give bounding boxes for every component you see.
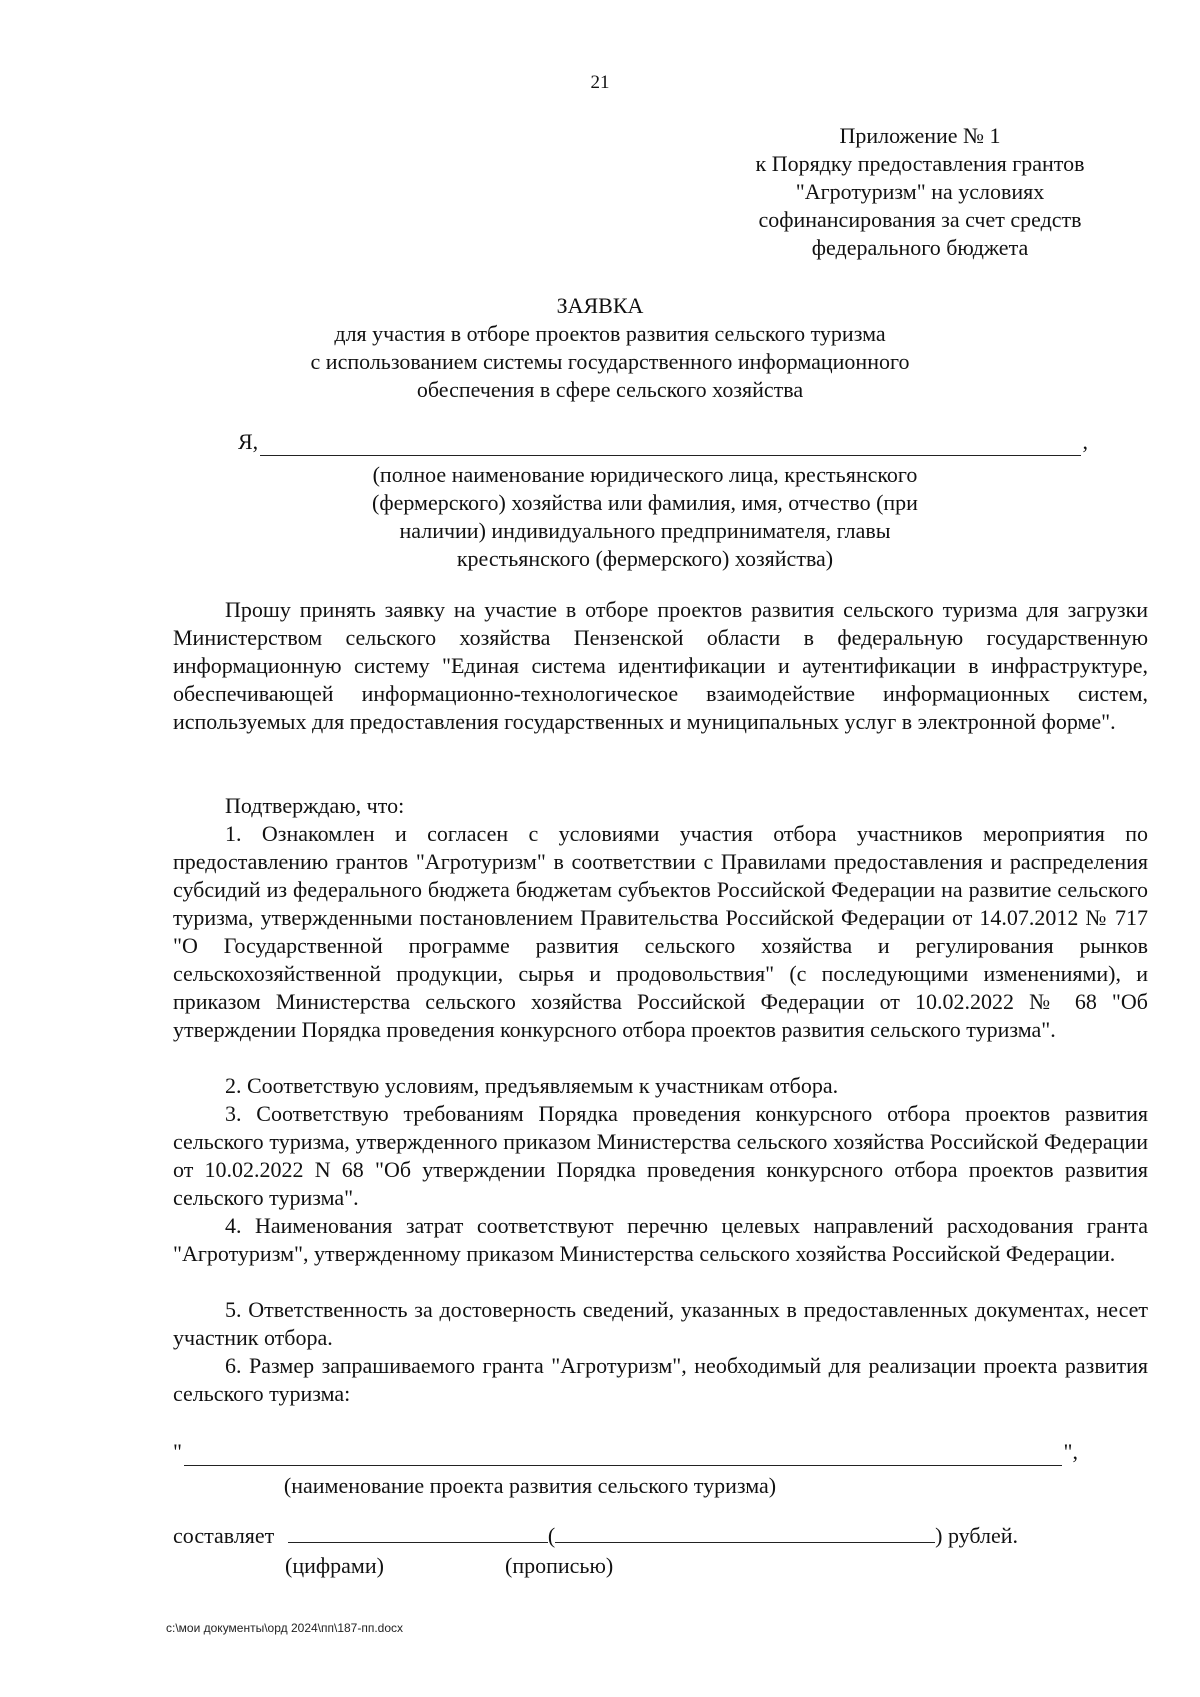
appendix-block — [700, 122, 1140, 262]
applicant-line — [238, 428, 1088, 456]
applicant-suffix: , — [1082, 429, 1088, 454]
document-title: ЗАЯВКА — [556, 293, 644, 318]
sum-prefix: составляет — [173, 1523, 275, 1548]
caption-line: (полное наименование юридического лица, крестьянского — [372, 462, 918, 487]
applicant-name-field[interactable] — [260, 433, 1080, 456]
appendix-line: софинансирования за счет средств — [758, 207, 1082, 232]
project-caption: (наименование проекта развития сельского туризма) — [283, 1473, 777, 1498]
confirm-heading: Подтверждаю, что: — [225, 793, 405, 818]
item-5: 5. Ответственность за достоверность сведений, указанных в предоставленных документах, несет участник отбора. — [173, 1297, 1148, 1350]
caption-line: наличии) индивидуального предпринимателя, главы — [399, 518, 891, 543]
applicant-caption — [330, 461, 960, 573]
applicant-prefix: Я, — [238, 429, 259, 454]
project-name-field[interactable] — [184, 1443, 1062, 1466]
item-2: 2. Соответствую условиям, предъявляемым к участникам отбора. — [225, 1073, 839, 1098]
project-name-line — [173, 1438, 1078, 1466]
project-open-quote: " — [173, 1439, 182, 1464]
sum-digits-field[interactable] — [288, 1522, 548, 1543]
sum-open-paren: ( — [547, 1523, 556, 1548]
caption-line: (фермерского) хозяйства или фамилия, имя, отчество (при — [372, 490, 918, 515]
caption-line: крестьянского (фермерского) хозяйства) — [456, 546, 834, 571]
page-number: 21 — [590, 72, 610, 93]
subtitle-line: обеспечения в сфере сельского хозяйства — [416, 377, 804, 402]
project-close-quote: ", — [1063, 1439, 1078, 1464]
appendix-line: федерального бюджета — [811, 235, 1029, 260]
request-paragraph: Прошу принять заявку на участие в отборе проектов развития сельского туризма для загрузки Министерством сельского хозяйства Пензенской области в федеральную государственную информационную систему "Единая система идентификации и аутентификации в инфраструктуре, обеспечивающей информационно-технологическое взаимодействие информационных систем, используемых для предоставления государственных и муниципальных услуг в электронной форме". — [173, 597, 1148, 734]
sum-words-field[interactable] — [555, 1522, 935, 1543]
sum-words-caption: (прописью) — [505, 1553, 614, 1578]
subtitle-line: для участия в отборе проектов развития сельского туризма — [334, 321, 886, 346]
appendix-line: Приложение № 1 — [839, 123, 1001, 148]
item-6: 6. Размер запрашиваемого гранта "Агротуризм", необходимый для реализации проекта развития сельского туризма: — [173, 1353, 1148, 1406]
item-3: 3. Соответствую требованиям Порядка проведения конкурсного отбора проектов развития сельского туризма, утвержденного приказом Министерства сельского хозяйства Российской Федерации от 10.02.2022 N 68 "Об утверждении Порядка проведения конкурсного отбора проектов развития сельского туризма". — [173, 1101, 1148, 1210]
appendix-line: к Порядку предоставления грантов — [755, 151, 1085, 176]
item-4: 4. Наименования затрат соответствуют перечню целевых направлений расходования гранта "Агротуризм", утвержденному приказом Министерства сельского хозяйства Российской Федерации. — [173, 1213, 1148, 1266]
sum-digits-caption: (цифрами) — [285, 1553, 384, 1578]
subtitle-line: с использованием системы государственного информационного — [310, 349, 910, 374]
sum-suffix: ) рублей. — [935, 1523, 1019, 1548]
footer-file-path: c:\мои документы\орд 2024\пп\187-пп.docx — [166, 1621, 404, 1635]
item-1: 1. Ознакомлен и согласен с условиями участия отбора участников мероприятия по предоставлению грантов "Агротуризм" в соответствии с Правилами предоставления и распределения субсидий из федерального бюджета бюджетам субъектов Российской Федерации на развитие сельского туризма, утвержденными постановлением Правительства Российской Федерации от 14.07.2012 № 717 "О Государственной программе развития сельского хозяйства и регулирования рынков сельскохозяйственной продукции, сырья и продовольствия" (с последующими изменениями), и приказом Министерства сельского хозяйства Российской Федерации от 10.02.2022 № 68 "Об утверждении Порядка проведения конкурсного отбора проектов развития сельского туризма". — [173, 821, 1148, 1042]
document-subtitle — [250, 320, 970, 404]
grant-sum-line — [173, 1522, 1133, 1550]
appendix-line: "Агротуризм" на условиях — [795, 179, 1045, 204]
